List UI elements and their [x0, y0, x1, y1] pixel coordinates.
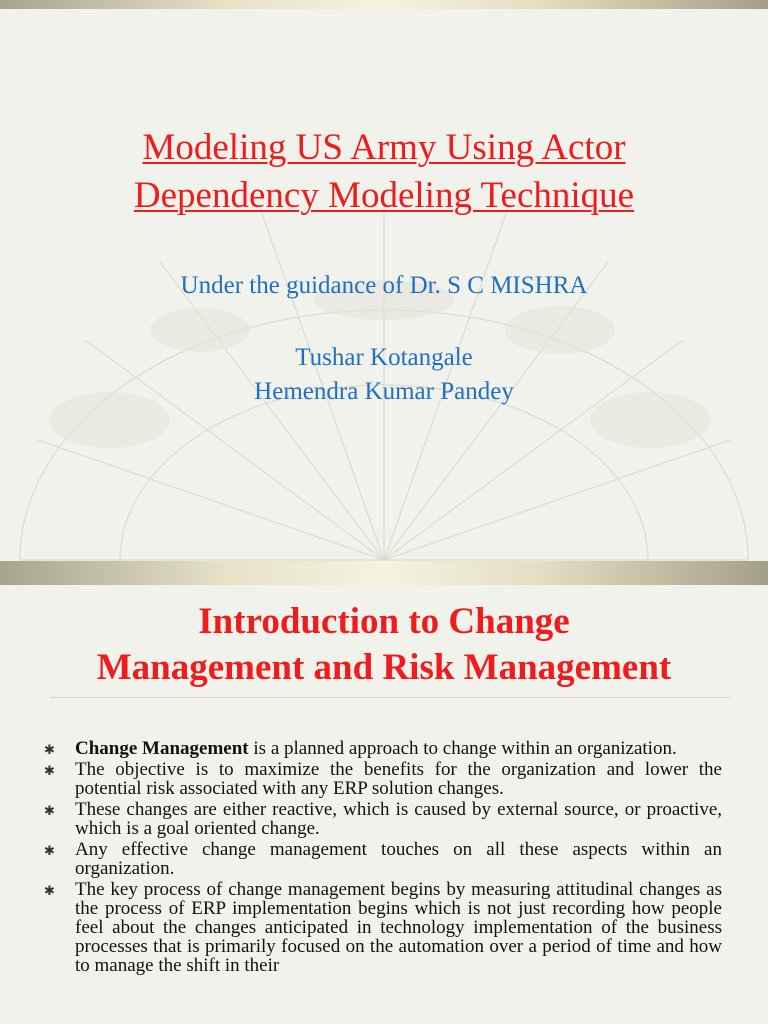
asterisk-bullet-icon: ✱: [44, 843, 55, 858]
guidance-text: Under the guidance of Dr. S C MISHRA: [180, 272, 588, 299]
content-slide: [0, 561, 768, 1024]
author-name: Hemendra Kumar Pandey: [254, 378, 514, 405]
bullet-text: These changes are either reactive, which is caused by external source, or proactive, which is a goal oriented change.: [75, 799, 722, 839]
bullet-text: Any effective change management touches on all these aspects within an organization.: [75, 839, 722, 879]
bullet-item: [0, 760, 768, 798]
asterisk-bullet-icon: ✱: [44, 763, 55, 778]
bullet-text: The key process of change management begins by measuring attitudinal changes as the process of ERP implementation begins which is not just recording how people feel about the changes anticipated in technology implementation of the business processes that is primarily focused on the automation over a period of time and how to manage the shift in their: [75, 879, 722, 976]
asterisk-bullet-icon: ✱: [44, 742, 55, 757]
asterisk-bullet-icon: ✱: [44, 883, 55, 898]
slide-top-band: [0, 561, 768, 585]
bullet-bold-text: Change Management: [75, 738, 249, 759]
title-divider: [50, 697, 730, 698]
bullet-list: [0, 739, 768, 977]
bullet-item: [0, 739, 768, 758]
title-line-2: Dependency Modeling Technique: [133, 175, 635, 216]
title-line-1: Introduction to Change: [198, 601, 570, 642]
slide-title: [0, 599, 768, 691]
slide-title: [0, 124, 768, 220]
author-name: Tushar Kotangale: [295, 344, 473, 371]
bullet-text: is a planned approach to change within an organization.: [248, 738, 677, 759]
asterisk-bullet-icon: ✱: [44, 803, 55, 818]
bullet-item: [0, 880, 768, 975]
title-line-1: Modeling US Army Using Actor: [142, 127, 626, 168]
bullet-item: [0, 800, 768, 838]
bullet-text: The objective is to maximize the benefits for the organization and lower the potential risk associated with any ERP solution changes.: [75, 759, 722, 799]
bullet-item: [0, 840, 768, 878]
title-line-2: Management and Risk Management: [96, 647, 672, 688]
